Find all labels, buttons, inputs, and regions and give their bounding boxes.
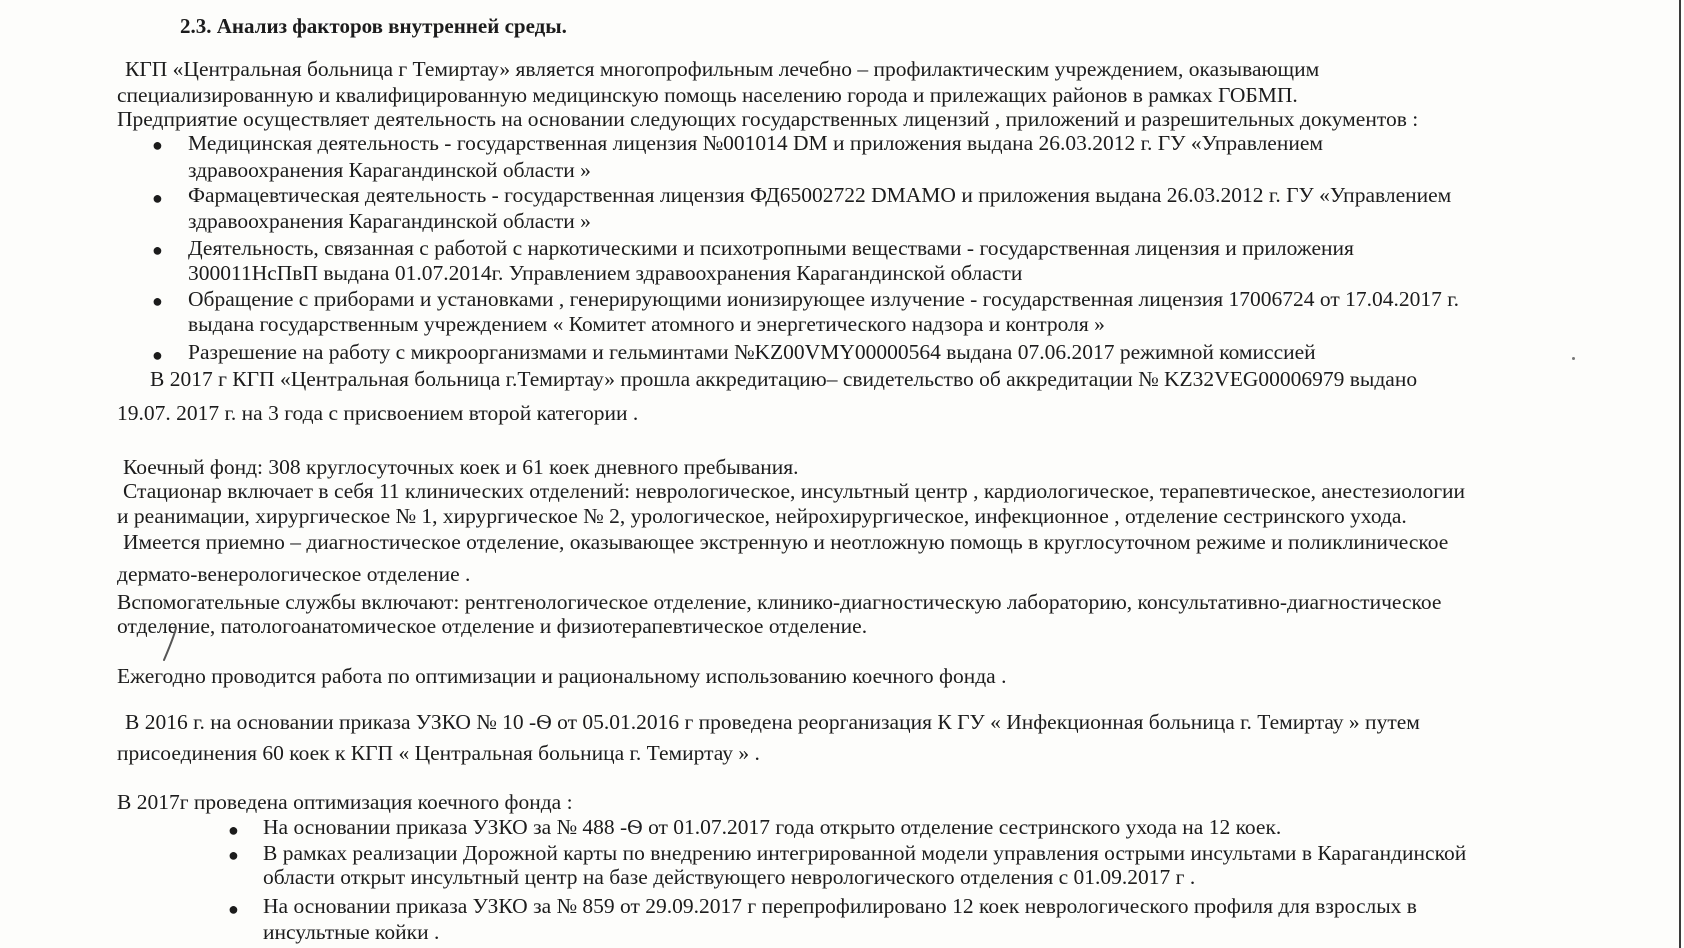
- optimization-title: В 2017г проведена оптимизация коечного фонда :: [117, 790, 573, 814]
- license-bullet-4: ●: [152, 291, 163, 311]
- license-4-line-1: Обращение с приборами и установками , генерирующими ионизирующее излучение - государственная лицензия 17006724 от 17.04.2017 г.: [188, 287, 1460, 311]
- intro-line-2: специализированную и квалифицированную медицинскую помощь населению города и прилежащих районов в рамках ГОБМП.: [117, 83, 1298, 107]
- pen-mark-icon: [160, 626, 182, 662]
- license-1-line-2: здравоохранения Карагандинской области »: [188, 158, 591, 182]
- optimization-3-line-2: инсультные койки .: [263, 920, 440, 944]
- annual-work-line: Ежегодно проводится работа по оптимизации и рациональному использованию коечного фонда .: [117, 664, 1007, 688]
- hospital-line-1: Стационар включает в себя 11 клинических отделений: неврологическое, инсультный центр , кардиологическое, терапевтическое, анестезиологии: [123, 479, 1466, 503]
- optimization-2-line-2: области открыт инсультный центр на базе действующего неврологического отделения с 01.09.2017 г .: [263, 865, 1196, 889]
- license-bullet-5: ●: [152, 345, 163, 365]
- license-1-line-1: Медицинская деятельность - государственная лицензия №001014 DM и приложения выдана 26.03.2012 г. ГУ «Управлением: [188, 131, 1324, 155]
- auxiliary-line-2: отделение, патологоанатомическое отделение и физиотерапевтическое отделение.: [117, 614, 868, 638]
- reorganization-line-2: присоединения 60 коек к КГП « Центральная больница г. Темиртау » .: [117, 741, 760, 765]
- optimization-2-line-1: В рамках реализации Дорожной карты по внедрению интегрированной модели управления острыми инсультами в Карагандинской: [263, 841, 1467, 865]
- intro-line-1: КГП «Центральная больница г Темиртау» является многопрофильным лечебно – профилактическим учреждением, оказывающим: [125, 57, 1320, 81]
- license-3-line-1: Деятельность, связанная с работой с наркотическими и психотропными веществами - государственная лицензия и приложения: [188, 236, 1354, 260]
- hospital-line-2: и реанимации, хирургическое № 1, хирургическое № 2, урологическое, нейрохирургическое, инфекционное , отделение сестринского ухода.: [117, 504, 1407, 528]
- license-2-line-1: Фармацевтическая деятельность - государственная лицензия ФД65002722 DMAMO и приложения выдана 26.03.2012 г. ГУ «Управлением: [188, 183, 1452, 207]
- section-heading: 2.3. Анализ факторов внутренней среды.: [180, 14, 567, 38]
- license-3-line-2: 300011НсПвП выдана 01.07.2014г. Управлением здравоохранения Карагандинской области: [188, 261, 1023, 285]
- optimization-1-line-1: На основании приказа УЗКО за № 488 -Ѳ от 01.07.2017 года открыто отделение сестринского ухода на 12 коек.: [263, 815, 1282, 839]
- optimization-bullet-3: ●: [228, 899, 239, 919]
- scan-speck: [1572, 357, 1575, 360]
- auxiliary-line-1: Вспомогательные службы включают: рентгенологическое отделение, клинико-диагностическую лабораторию, консультативно-диагностическое: [117, 590, 1442, 614]
- license-bullet-3: ●: [152, 240, 163, 260]
- license-bullet-2: ●: [152, 188, 163, 208]
- license-2-line-2: здравоохранения Карагандинской области »: [188, 209, 591, 233]
- intro-line-3: Предприятие осуществляет деятельность на основании следующих государственных лицензий , приложений и разрешительных документов :: [117, 107, 1419, 131]
- optimization-3-line-1: На основании приказа УЗКО за № 859 от 29.09.2017 г перепрофилировано 12 коек неврологического профиля для взрослых в: [263, 894, 1417, 918]
- optimization-bullet-1: ●: [228, 820, 239, 840]
- reception-line-1: Имеется приемно – диагностическое отделение, оказывающее экстренную и неотложную помощь в круглосуточном режиме и поликлиническое: [123, 530, 1449, 554]
- license-4-line-2: выдана государственным учреждением « Комитет атомного и энергетического надзора и контроля »: [188, 312, 1105, 336]
- scan-edge-line: [1679, 0, 1681, 948]
- license-5-line-1: Разрешение на работу с микроорганизмами и гельминтами №KZ00VMY00000564 выдана 07.06.2017 режимной комиссией: [188, 340, 1316, 364]
- license-bullet-1: ●: [152, 135, 163, 155]
- reception-line-2: дермато-венерологическое отделение .: [117, 562, 471, 586]
- reorganization-line-1: В 2016 г. на основании приказа УЗКО № 10 -Ѳ от 05.01.2016 г проведена реорганизация К ГУ « Инфекционная больница г. Темиртау » путем: [125, 710, 1420, 734]
- accreditation-line-1: В 2017 г КГП «Центральная больница г.Темиртау» прошла аккредитацию– свидетельство об аккредитации № KZ32VEG00006979 выдано: [150, 367, 1418, 391]
- optimization-bullet-2: ●: [228, 845, 239, 865]
- bed-fund-line: Коечный фонд: 308 круглосуточных коек и 61 коек дневного пребывания.: [123, 455, 799, 479]
- accreditation-line-2: 19.07. 2017 г. на 3 года с присвоением второй категории .: [117, 401, 639, 425]
